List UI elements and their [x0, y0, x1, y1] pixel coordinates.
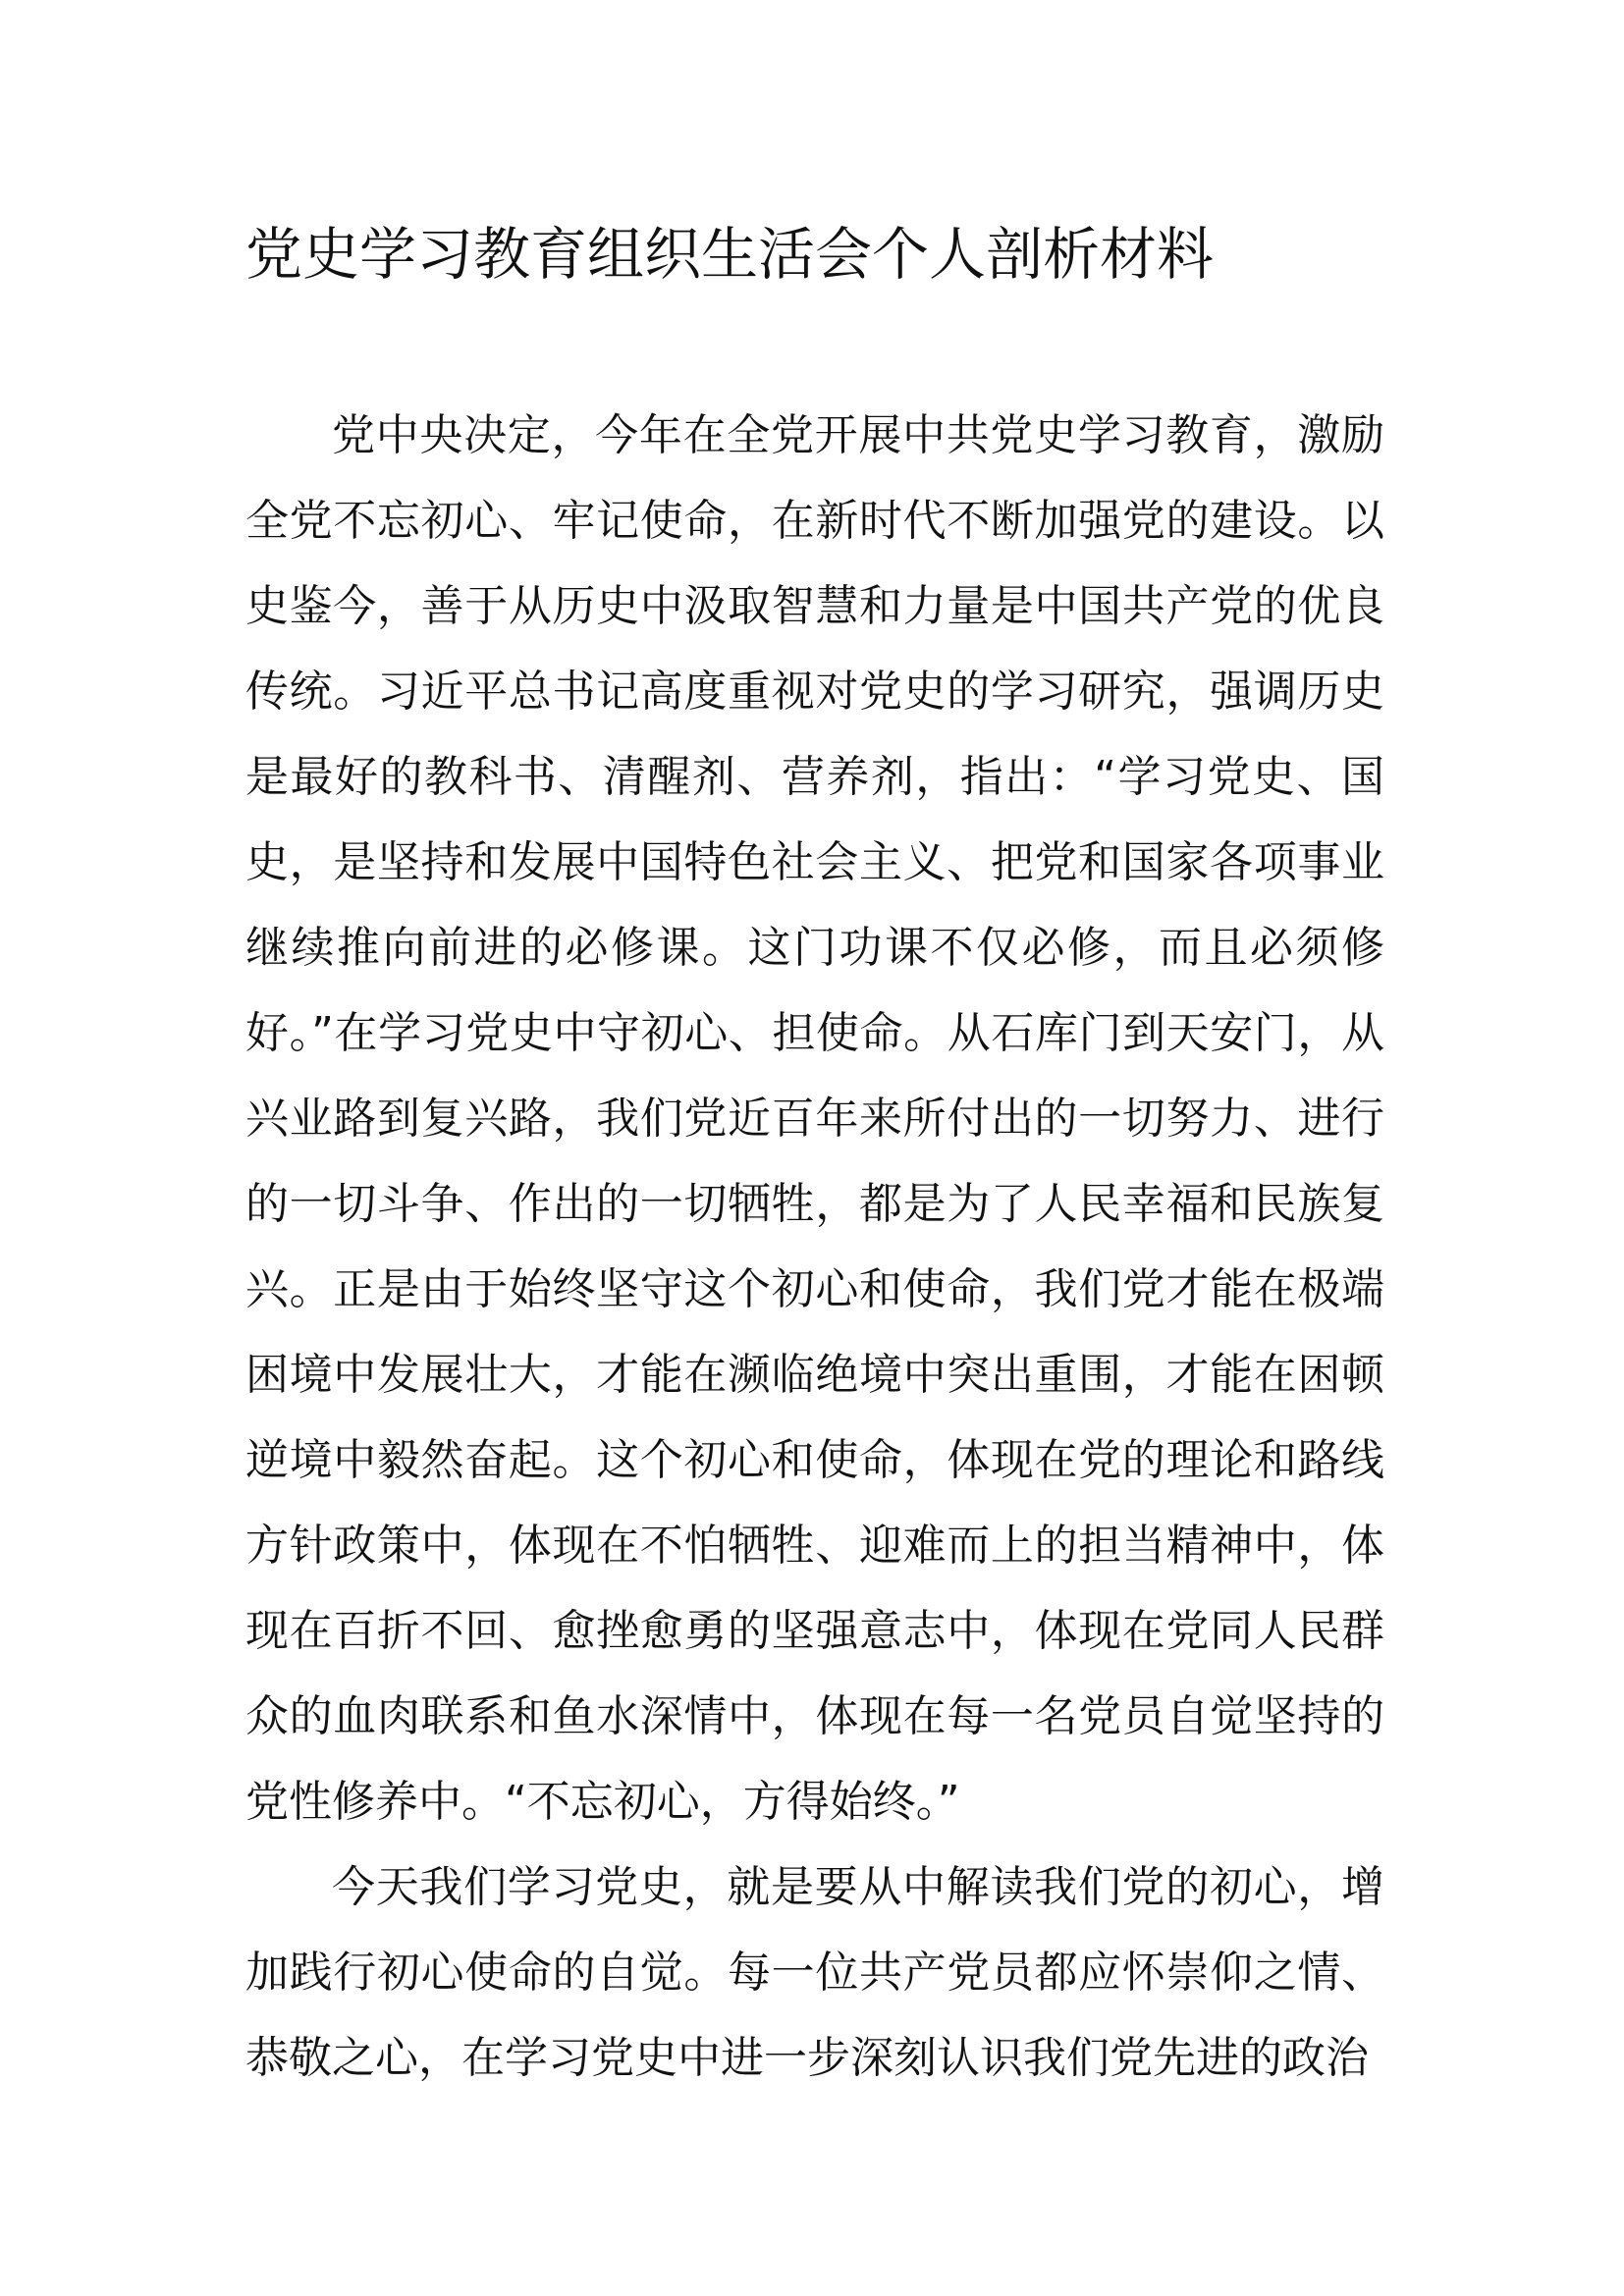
body-paragraph: 今天我们学习党史，就是要从中解读我们党的初心，增加践行初心使命的自觉。每一位共产党员都应怀崇仰之情、恭敬之心，在学习党史中进一步深刻认识我们党先进的政治	[245, 1862, 1384, 2083]
document-title: 党史学习教育组织生活会个人剖析材料	[245, 221, 1215, 288]
document-body	[245, 393, 1384, 2101]
body-paragraph: 党中央决定，今年在全党开展中共党史学习教育，激励全党不忘初心、牢记使命，在新时代不断加强党的建设。以史鉴今，善于从历史中汲取智慧和力量是中国共产党的优良传统。习近平总书记高度重视对党史的学习研究，强调历史是最好的教科书、清醒剂、营养剂，指出：“学习党史、国史，是坚持和发展中国特色社会主义、把党和国家各项事业继续推向前进的必修课。这门功课不仅必修，而且必须修好。”在学习党史中守初心、担使命。从石库门到天安门，从兴业路到复兴路，我们党近百年来所付出的一切努力、进行的一切斗争、作出的一切牺牲，都是为了人民幸福和民族复兴。正是由于始终坚守这个初心和使命，我们党才能在极端困境中发展壮大，才能在濒临绝境中突出重围，才能在困顿逆境中毅然奋起。这个初心和使命，体现在党的理论和路线方针政策中，体现在不怕牺牲、迎难而上的担当精神中，体现在百折不回、愈挫愈勇的坚强意志中，体现在党同人民群众的血肉联系和鱼水深情中，体现在每一名党员自觉坚持的党性修养中。“不忘初心，方得始终。”	[245, 410, 1384, 1827]
